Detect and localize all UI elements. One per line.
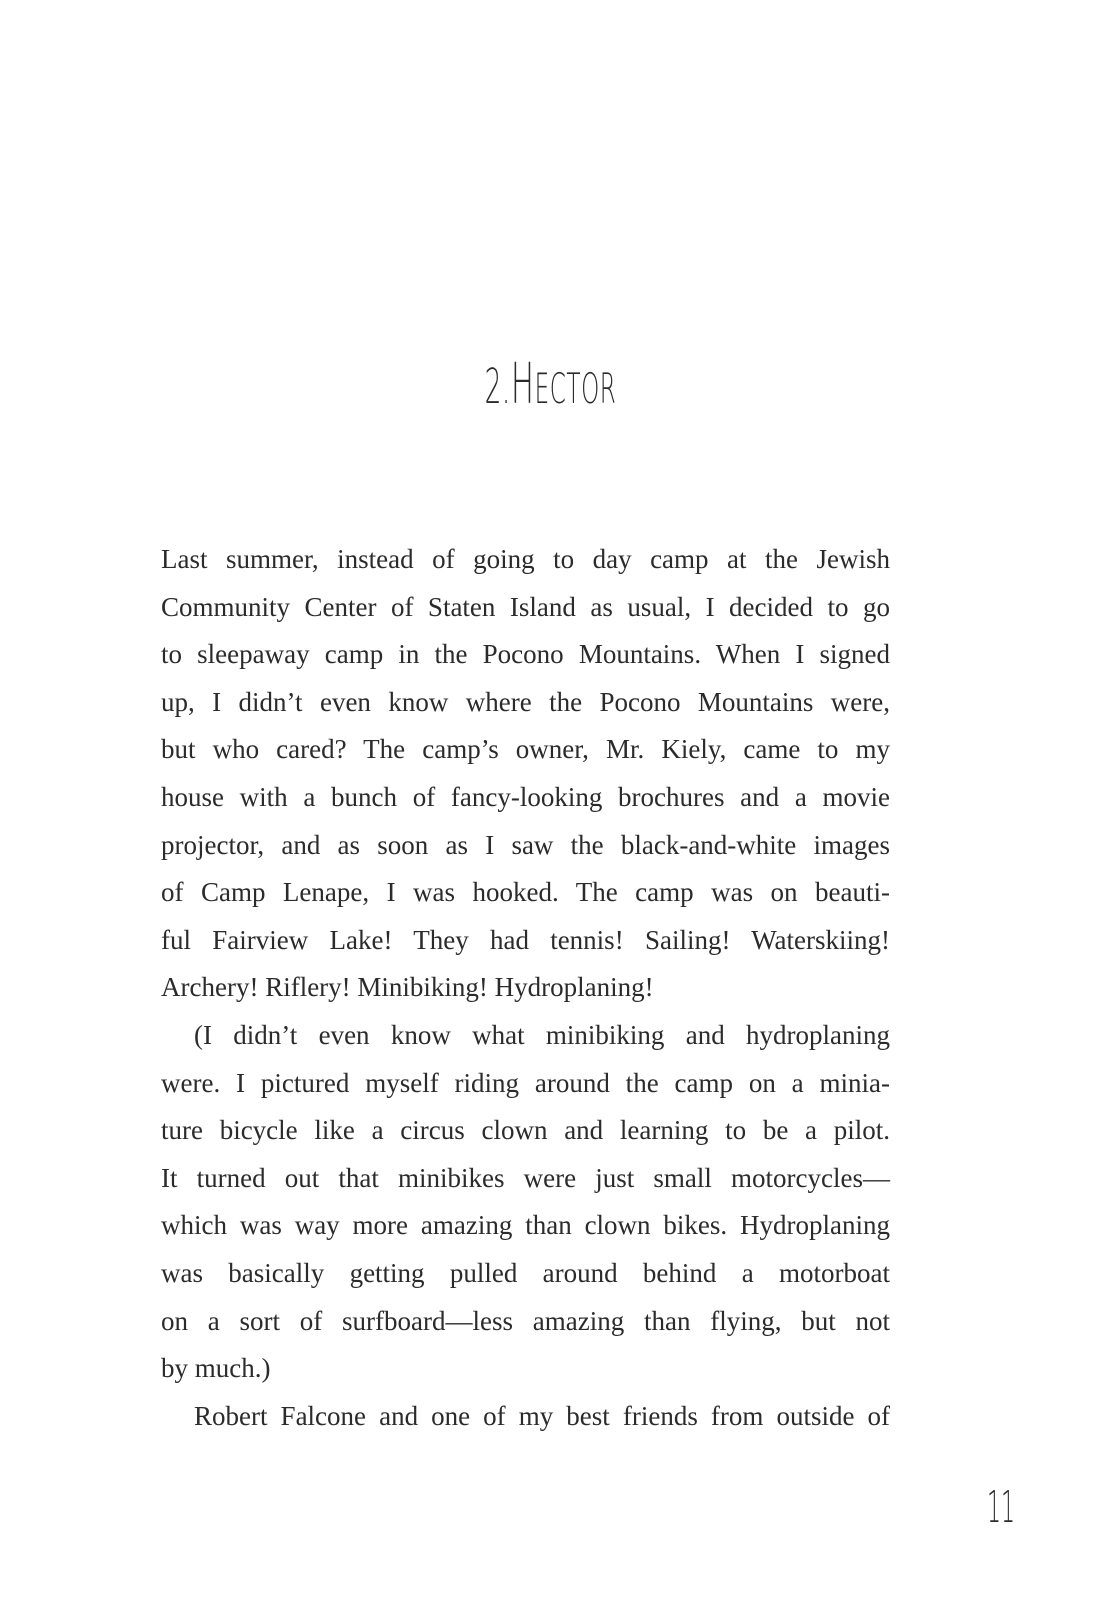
text-line: were. I pictured myself riding around the camp on a minia-: [161, 1067, 890, 1098]
text-line: to sleepaway camp in the Pocono Mountains. When I signed: [161, 639, 890, 670]
text-line: which was way more amazing than clown bikes. Hydroplaning: [161, 1210, 890, 1241]
text-line: Archery! Riflery! Minibiking! Hydroplaning!: [161, 972, 654, 1003]
text-line: was basically getting pulled around behind a motorboat: [161, 1257, 890, 1288]
text-line: It turned out that minibikes were just small motorcycles—: [161, 1162, 890, 1193]
text-line: of Camp Lenape, I was hooked. The camp was on beauti-: [161, 877, 890, 908]
text-line: on a sort of surfboard—less amazing than flying, but not: [161, 1305, 890, 1336]
text-line: ture bicycle like a circus clown and learning to be a pilot.: [161, 1115, 890, 1146]
text-line: projector, and as soon as I saw the black-and-white images: [161, 829, 890, 860]
text-line: (I didn’t even know what minibiking and hydroplaning: [194, 1019, 890, 1050]
chapter-title: [248, 352, 854, 417]
text-line: by much.): [161, 1353, 271, 1384]
text-line: Last summer, instead of going to day camp at the Jewish: [161, 544, 890, 574]
text-line: Community Center of Staten Island as usual, I decided to go: [161, 591, 890, 622]
page-number: 11: [987, 1482, 1015, 1533]
chapter-number: 2.: [484, 359, 511, 415]
text-line: up, I didn’t even know where the Pocono Mountains were,: [161, 686, 890, 717]
text-line: ful Fairview Lake! They had tennis! Sailing! Waterskiing!: [161, 924, 890, 955]
text-line: house with a bunch of fancy-looking brochures and a movie: [161, 781, 890, 812]
chapter-title-initial: H: [510, 352, 535, 417]
text-line: but who cared? The camp’s owner, Mr. Kiely, came to my: [161, 734, 890, 765]
text-line: Robert Falcone and one of my best friends from outside of: [194, 1400, 890, 1431]
chapter-title-rest: ECTOR: [534, 364, 617, 413]
chapter-body: [161, 536, 890, 1440]
